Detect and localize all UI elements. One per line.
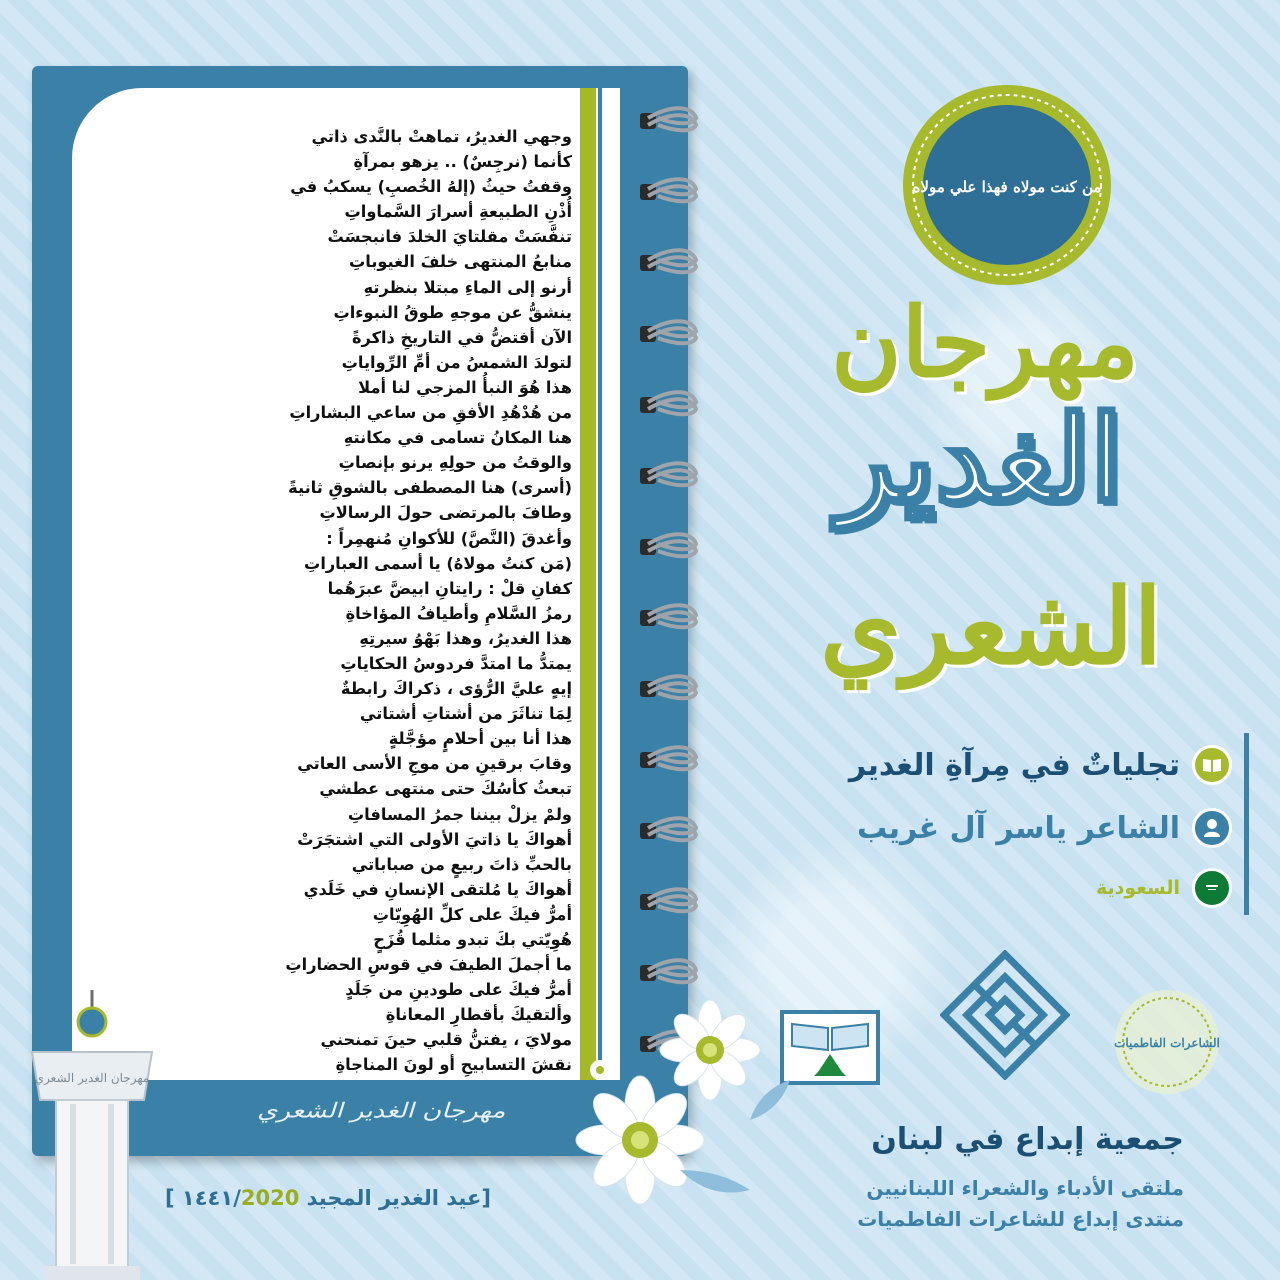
fatimiyat-logo-text: الشاعرات الفاطميات bbox=[1114, 1036, 1220, 1050]
date-suffix: ] bbox=[165, 1186, 175, 1210]
saudi-flag-icon bbox=[1192, 868, 1232, 908]
poem-line: وجهي الغديرُ، تماهتْ بالنَّدى ذاتي bbox=[311, 127, 572, 146]
title-ghadir: الغدير bbox=[837, 389, 1123, 528]
binding-ring bbox=[640, 108, 696, 130]
podium-illustration bbox=[14, 990, 164, 1280]
binding-ring bbox=[640, 392, 696, 414]
festival-date bbox=[165, 1186, 491, 1210]
organisation-name: جمعية إبداع في لبنان bbox=[871, 1122, 1184, 1157]
poet-row bbox=[857, 808, 1232, 848]
binding-ring bbox=[640, 179, 696, 201]
poem-line: رمزُ السَّلامِ وأطيافُ المؤاخاةِ bbox=[345, 603, 572, 623]
fatimiyat-logo bbox=[1110, 985, 1225, 1100]
poem-line: أمرُّ فيكَ على طودينِ من جَلَدٍ bbox=[345, 980, 572, 1000]
poet-name: الشاعر ياسر آل غريب bbox=[856, 810, 1180, 846]
poem-line: كفانِ قلْ : رايتانِ ابيضَّ عبرَهُما bbox=[327, 578, 572, 598]
binding-ring bbox=[640, 534, 696, 556]
poem-line: ينشقُّ عن موجهِ طوقُ النبوءاتِ bbox=[333, 302, 572, 322]
country-name: السعودية bbox=[1095, 877, 1180, 899]
poem-line: تنفَّسَتْ مقلتايَ الخلدَ فانبجسَتْ bbox=[327, 227, 572, 247]
poem-line: هذا الغديرُ، وهذا بَهْوُ سيرتِهِ bbox=[359, 628, 572, 648]
organisation-subtitle-1: ملتقى الأدباء والشعراء اللبنانيين bbox=[866, 1176, 1184, 1200]
country-row bbox=[1096, 868, 1232, 908]
notebook-footer-calligraphy: مهرجان الغدير الشعري bbox=[257, 1099, 506, 1123]
poem-line: هُوِيّتي بكَ تبدو مثلما قُزَحٍ bbox=[373, 930, 572, 949]
binding-ring bbox=[640, 321, 696, 343]
poem-line: وأغدقَ (النَّصَّ) للأكوانِ مُنهمِراً : bbox=[326, 528, 572, 548]
organisation-subtitle-2: منتدى إبداع للشاعرات الفاطميات bbox=[857, 1207, 1184, 1231]
poem-line: (أسرى) هنا المصطفى بالشوقِ ثانيةً bbox=[288, 478, 572, 498]
poem-line: ما أجملَ الطيفَ في قوسِ الحضاراتِ bbox=[285, 955, 572, 975]
binding-ring bbox=[640, 747, 696, 769]
poem-line: منابعُ المنتهى خلفَ الغيوباتِ bbox=[348, 252, 572, 272]
poem-line: أمرُّ فيكَ على كلِّ الهُوِيّاتِ bbox=[372, 904, 572, 924]
info-divider bbox=[1244, 733, 1249, 915]
title-poetry: الشعري bbox=[820, 565, 1163, 688]
poem-text bbox=[132, 124, 572, 1078]
title-festival: مهرجان bbox=[831, 286, 1139, 399]
binding-ring bbox=[640, 605, 696, 627]
poem-line: أُذْنِ الطبيعةِ أسرارَ السَّماواتِ bbox=[344, 202, 572, 222]
user-icon bbox=[1192, 808, 1232, 848]
flower-decoration bbox=[560, 970, 800, 1210]
binding-ring bbox=[640, 676, 696, 698]
poem-line: بالحبِّ ذاتَ ربيعٍ من صباباتي bbox=[351, 854, 572, 874]
poem-line: وألتقيكَ بأقطارِ المعاناةِ bbox=[385, 1005, 572, 1025]
ghadir-emblem bbox=[897, 80, 1117, 290]
emblem-text: من كنت مولاه فهذا علي مولاه bbox=[912, 178, 1102, 196]
poem-line: نقشَ التسابيحِ أو لونَ المناجاةِ bbox=[335, 1055, 572, 1075]
poem-line: هذا أنا بين أحلامٍ مؤجَّلةٍ bbox=[388, 729, 572, 749]
poem-line: وقفتُ حيثُ (إلهُ الخُصبِ) يسكبُ في bbox=[290, 177, 572, 197]
binding-ring bbox=[640, 463, 696, 485]
page-margin-blue-line bbox=[598, 88, 602, 1080]
poem-line: أهواكَ يا مُلتقى الإنسانِ في خَلَدي bbox=[303, 879, 572, 899]
poem-line: هذا هُوَ النبأُ المزجي لنا أملا bbox=[358, 377, 572, 397]
poem-line: مولايَ ، يفتنُّ قلبي حينَ تمنحني bbox=[320, 1030, 572, 1050]
poem-line: وطافَ بالمرتضى حولَ الرسالاتِ bbox=[319, 503, 572, 523]
date-year: 2020 bbox=[240, 1186, 300, 1210]
poem-line: (مَن كنتُ مولاهُ) يا أسمى العباراتِ bbox=[304, 553, 572, 573]
date-prefix: [عيد الغدير المجيد ١٤٤١/ bbox=[181, 1186, 491, 1210]
kufic-calligraphy-logo bbox=[940, 950, 1070, 1080]
poem-line: ولمْ يزلْ بيننا جمرُ المسافاتِ bbox=[347, 804, 572, 824]
poem-line: إيهٍ عليَّ الرُّؤى ، ذكراكَ رابطةٌ bbox=[340, 679, 572, 699]
poem-line: الآن أفتضُّ في التاريخِ ذاكرةً bbox=[351, 327, 572, 347]
poem-line: كأنما (نرجِسٌ) .. يزهو بمرآةِ bbox=[353, 152, 572, 172]
binding-ring bbox=[640, 250, 696, 272]
page-margin-olive-line bbox=[580, 88, 596, 1080]
book-icon bbox=[1192, 745, 1232, 785]
podium-label: مهرجان الغدير الشعري bbox=[34, 1071, 150, 1085]
poem-line: والوقتُ من حولِهِ يرنو بإنصاتِ bbox=[338, 453, 572, 473]
poem-line: من هُدْهُدِ الأفقِ من ساعي البشاراتِ bbox=[289, 403, 572, 423]
poem-line: لِمَا تناثَرَ من أشتاتِ أشتاتي bbox=[359, 704, 572, 724]
poem-title: تجلياتٌ في مِرآةِ الغدير bbox=[848, 747, 1180, 783]
binding-ring bbox=[640, 889, 696, 911]
binding-ring bbox=[640, 818, 696, 840]
poem-line: هنا المكانُ تسامى في مكانتهِ bbox=[343, 428, 572, 448]
poem-line: تبعثُ كأسُكَ حتى منتهى عطشي bbox=[319, 779, 572, 799]
spiral-binding bbox=[612, 86, 712, 1086]
poem-line: أهواكَ يا ذاتيَ الأولى التي اشتجَرَتْ bbox=[297, 829, 572, 849]
poem-line: وقابَ برقينِ من موجِ الأسى العاتي bbox=[297, 754, 572, 774]
poem-line: يمتدُّ ما امتدَّ فردوسُ الحكاياتِ bbox=[340, 653, 572, 673]
poem-title-row bbox=[849, 745, 1232, 785]
notebook-page bbox=[72, 88, 620, 1080]
poem-line: لتولدَ الشمسُ من أمِّ الرِّواياتِ bbox=[341, 352, 572, 372]
poem-line: أرنو إلى الماءِ مبتلا بنظرتهِ bbox=[363, 277, 572, 297]
